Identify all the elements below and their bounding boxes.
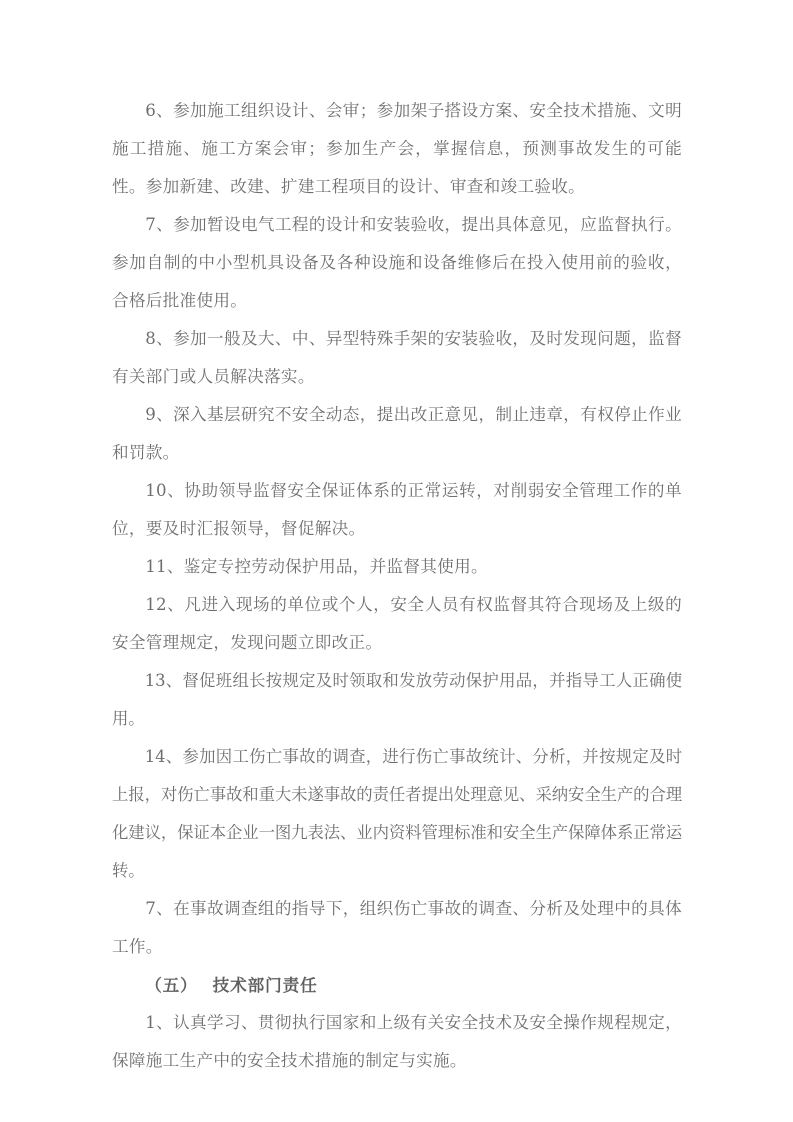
- page-bottom-margin: [0, 1012, 793, 1122]
- paragraph-item-7b: 7、在事故调查组的指导下，组织伤亡事故的调查、分析及处理中的具体工作。: [112, 899, 682, 956]
- section-title: 技术部门责任: [212, 975, 318, 995]
- paragraph-item-9: 9、深入基层研究不安全动态，提出改正意见，制止违章，有权停止作业和罚款。: [112, 405, 682, 462]
- paragraph-item-14: 14、参加因工伤亡事故的调查，进行伤亡事故统计、分析，并按规定及时上报，对伤亡事故和重大未遂事故的责任者提出处理意见、采纳安全生产的合理化建议，保证本企业一图九表法、业内资料管理标准和安全生产保障体系正常运转。: [112, 747, 682, 880]
- paragraph-item-10: 10、协助领导监督安全保证体系的正常运转，对削弱安全管理工作的单位，要及时汇报领导，督促解决。: [112, 481, 682, 538]
- paragraph-item-6: 6、参加施工组织设计、会审；参加架子搭设方案、安全技术措施、文明施工措施、施工方案会审；参加生产会，掌握信息，预测事故发生的可能性。参加新建、改建、扩建工程项目的设计、审查和竣工验收。: [112, 101, 682, 196]
- paragraph-item-7: 7、参加暂设电气工程的设计和安装验收，提出具体意见，应监督执行。参加自制的中小型机具设备及各种设施和设备维修后在投入使用前的验收，合格后批准使用。: [112, 215, 682, 310]
- section-marker: （五）: [145, 975, 198, 995]
- paragraph-section5-item-1: 1、认真学习、贯彻执行国家和上级有关安全技术及安全操作规程规定，保障施工生产中的安全技术措施的制定与实施。: [112, 1013, 682, 1070]
- paragraph-item-13: 13、督促班组长按规定及时领取和发放劳动保护用品，并指导工人正确使用。: [112, 671, 682, 728]
- paragraph-item-12: 12、凡进入现场的单位或个人，安全人员有权监督其符合现场及上级的安全管理规定，发现问题立即改正。: [112, 595, 682, 652]
- paragraph-item-11: 11、鉴定专控劳动保护用品，并监督其使用。: [145, 557, 488, 576]
- paragraph-item-8: 8、参加一般及大、中、异型特殊手架的安装验收，及时发现问题，监督有关部门或人员解决落实。: [112, 329, 682, 386]
- document-text-body: [112, 92, 682, 1080]
- section-heading-five: [112, 966, 682, 1004]
